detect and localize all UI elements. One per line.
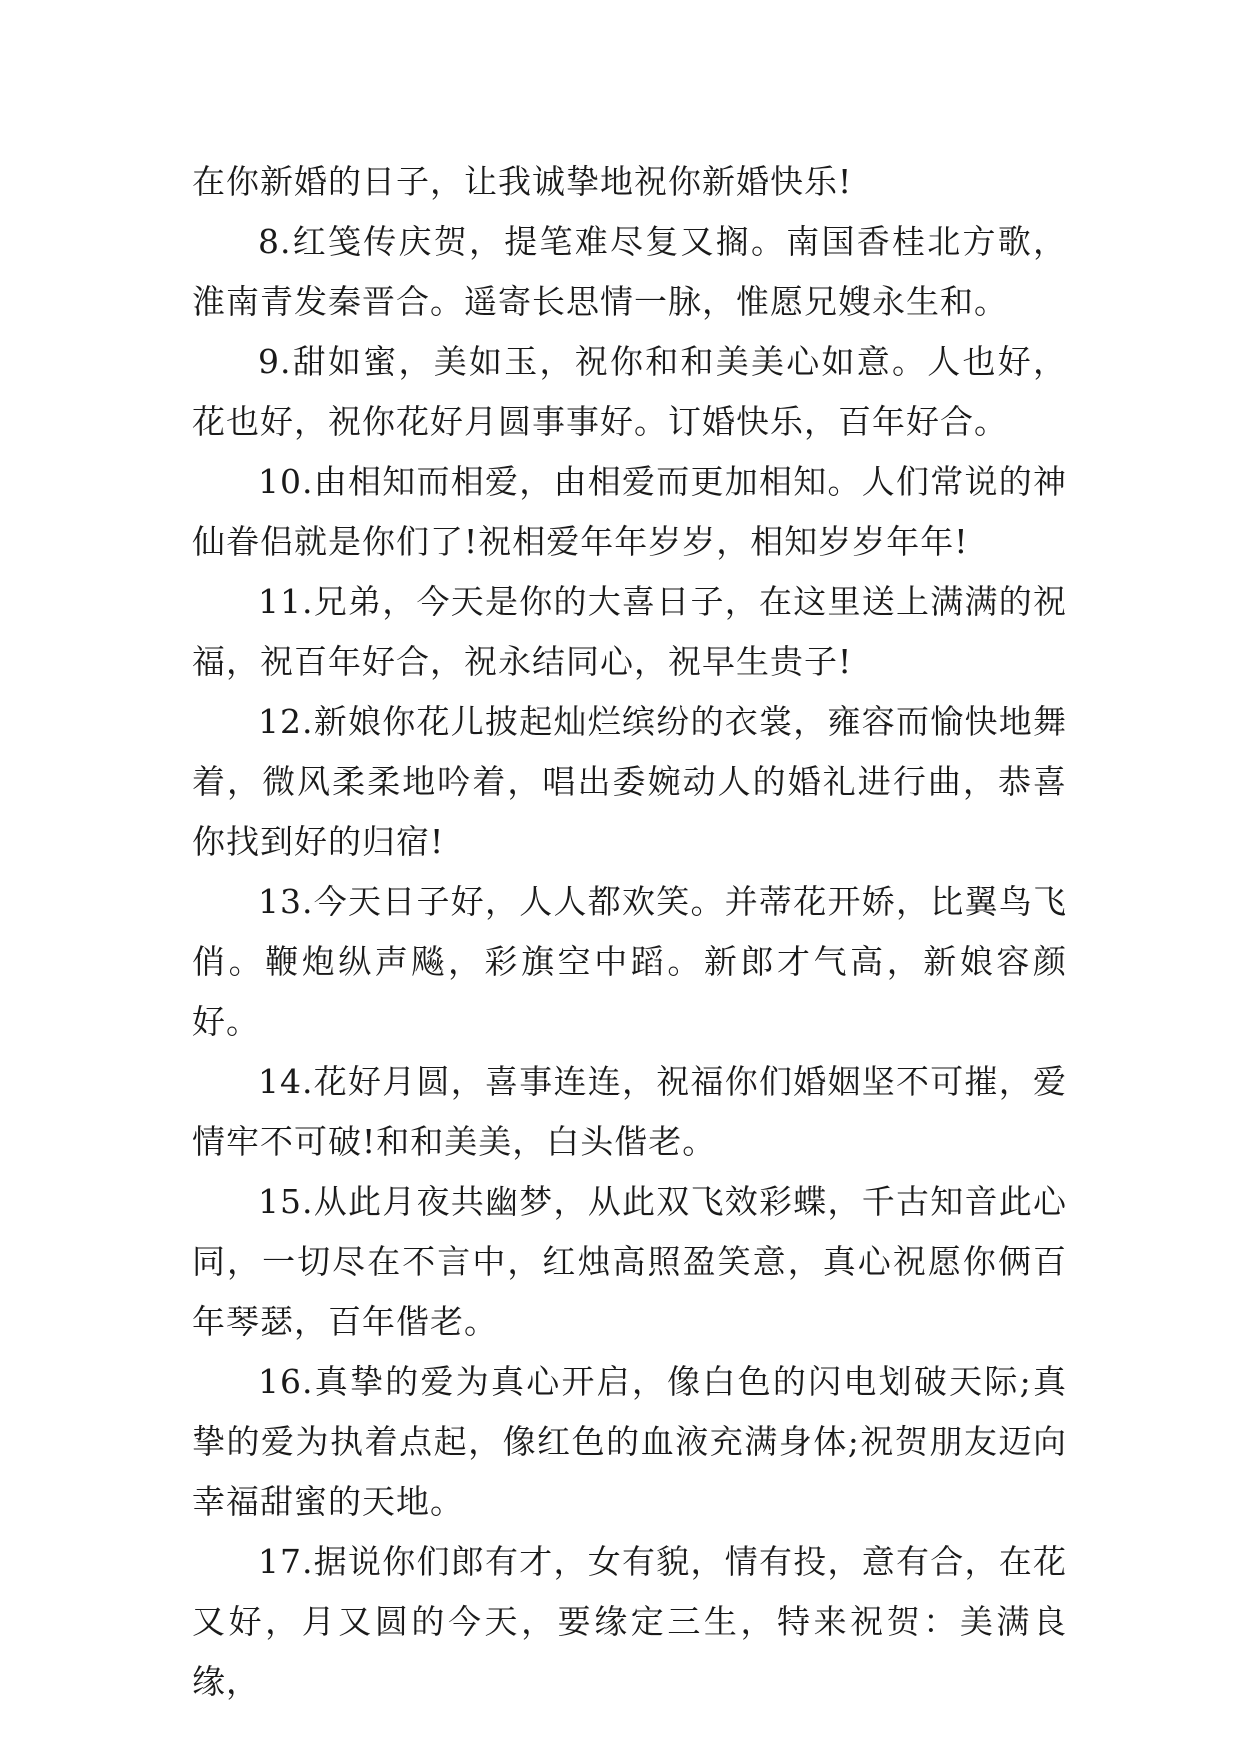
- paragraph-item-9: 9.甜如蜜，美如玉，祝你和和美美心如意。人也好，花也好，祝你花好月圆事事好。订婚快乐，百年好合。: [192, 342, 1067, 441]
- paragraph-item-16: 16.真挚的爱为真心开启，像白色的闪电划破天际;真挚的爱为执着点起，像红色的血液充满身体;祝贺朋友迈向幸福甜蜜的天地。: [192, 1362, 1067, 1521]
- paragraph-item-17: 17.据说你们郎有才，女有貌，情有投，意有合，在花又好，月又圆的今天，要缘定三生，特来祝贺：美满良缘，: [192, 1542, 1067, 1701]
- paragraph-item-12: 12.新娘你花儿披起灿烂缤纷的衣裳，雍容而愉快地舞着，微风柔柔地吟着，唱出委婉动人的婚礼进行曲，恭喜你找到好的归宿!: [192, 702, 1067, 861]
- document-body: [192, 152, 1067, 1712]
- paragraph-item-15: 15.从此月夜共幽梦，从此双飞效彩蝶，千古知音此心同，一切尽在不言中，红烛高照盈笑意，真心祝愿你俩百年琴瑟，百年偕老。: [192, 1182, 1067, 1341]
- paragraph-continuation: 在你新婚的日子，让我诚挚地祝你新婚快乐!: [192, 162, 853, 201]
- paragraph-item-14: 14.花好月圆，喜事连连，祝福你们婚姻坚不可摧，爱情牢不可破!和和美美，白头偕老。: [192, 1062, 1067, 1161]
- paragraph-item-11: 11.兄弟，今天是你的大喜日子，在这里送上满满的祝福，祝百年好合，祝永结同心，祝早生贵子!: [192, 582, 1067, 681]
- paragraph-item-10: 10.由相知而相爱，由相爱而更加相知。人们常说的神仙眷侣就是你们了!祝相爱年年岁岁，相知岁岁年年!: [192, 462, 1067, 561]
- paragraph-item-13: 13.今天日子好，人人都欢笑。并蒂花开娇，比翼鸟飞俏。鞭炮纵声飚，彩旗空中蹈。新郎才气高，新娘容颜好。: [192, 882, 1067, 1041]
- paragraph-item-8: 8.红笺传庆贺，提笔难尽复又搁。南国香桂北方歌，淮南青发秦晋合。遥寄长思情一脉，惟愿兄嫂永生和。: [192, 222, 1067, 321]
